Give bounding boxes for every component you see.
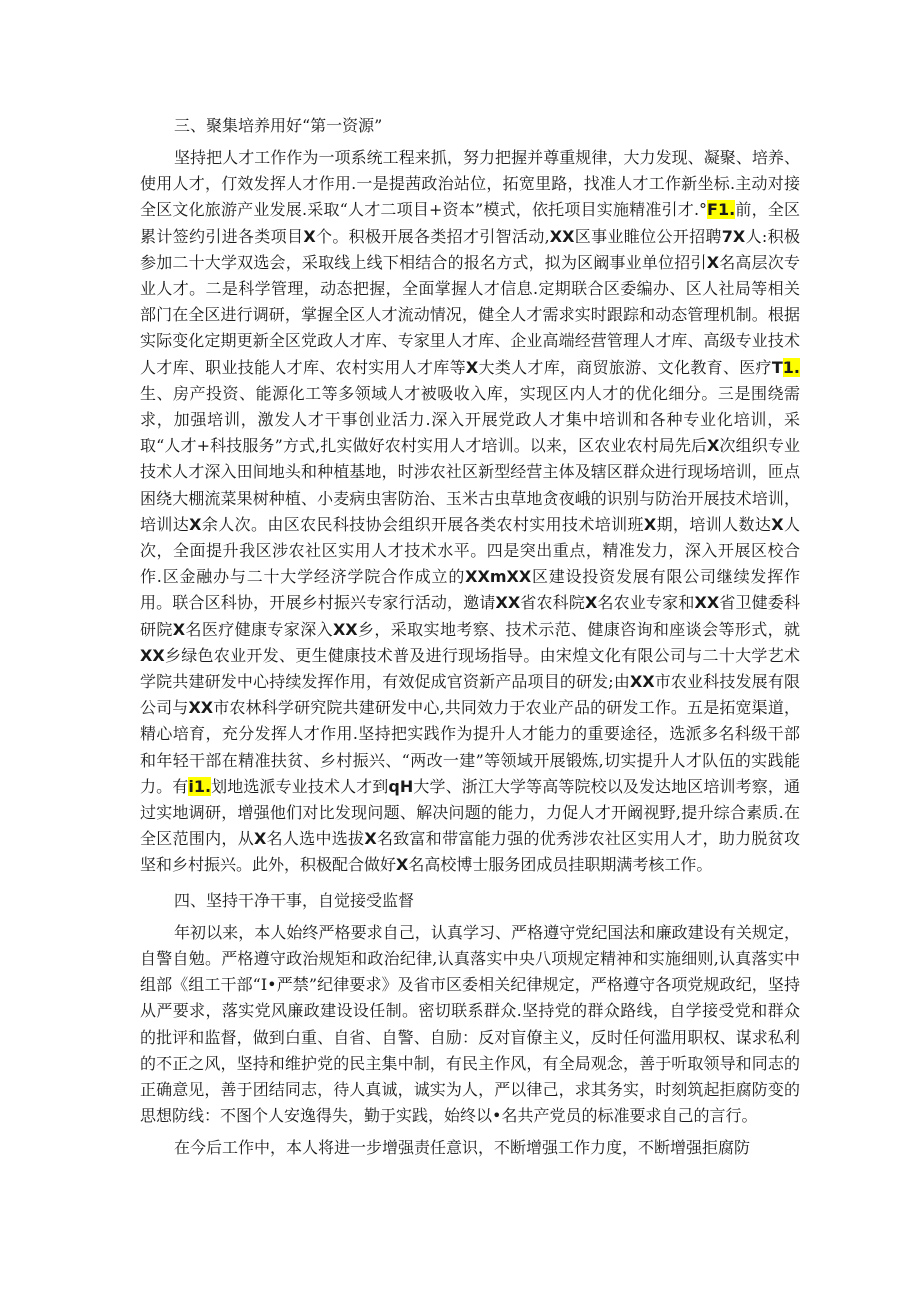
section-3-heading: 三、聚集培养用好“第一资源” [174,116,383,135]
section-3-paragraph [140,145,800,879]
bold-text-run: X [364,829,377,849]
bold-text-run: XX [549,226,575,246]
text-run: 市农业科技发展有限公司与 [140,672,800,718]
bold-text-run: XX [495,593,521,613]
bold-text-run: T [771,357,783,377]
bold-text-run: XX [188,698,214,718]
text-run: 余人次。由区农民科技协会组织开展各类农村实用技术培训班 [201,514,644,534]
bold-text-run: XX [629,672,655,692]
bold-text-run: X [396,855,409,875]
text-run: 大学、浙江大学等高等院校以及发达地区培训考察，通过实地调研，增强他们对比发现问题、解决问题的能力，力促人才开阚视野,提升综合素质.在全区范围内，从 [140,776,800,849]
bold-text-run: qH [388,776,414,796]
highlighted-text-run: i1. [188,776,212,796]
bold-text-run: X [189,514,202,534]
text-run: 名致富和带富能力强的优秀涉农社区实用人才，助力脱贫攻坚和乡村振兴。此外，积极配合做好 [140,829,800,875]
text-run: 个。积极开展各类招才引智活动, [315,226,550,246]
section-4-paragraph: 年初以来，本人始终严格要求自己，认真学习、严格遵守党纪国法和廉政建设有关规定，自警自勉。严格遵守政治规矩和政治纪律,认真落实中央八项规定精神和实施细则,认真落实中组部《组工干部“I•严禁”纪律要求》及省市区委相关纪律规定，严格遵守各项党规政纪，坚持从严要求，落实党风廉政建设设任制。密切联系群众.坚持党的群众路线，自学接受党和群众的批评和监督，做到白重、自省、自警、自励：反对盲僚主义，反时任何滥用职权、谋求私利的不正之风，坚持和维护党的民主集中制，有民主作风，有全局观念，善于听取领导和同志的正确意见，善于团结同志，待人真诚，诚实为人，严以律己，求其务实，时刻筑起拒腐防变的思想防线：不图个人安逸得失，勤于实践，始终以•名共产党员的标准要求自己的言行。 [140,922,800,1126]
bold-text-run: 7X [721,226,746,246]
closing-paragraph: 在今后工作中，本人将进一步增强责任意识，不断增强工作力度，不断增强拒腐防 [174,1138,751,1158]
text-run: 划地选派专业技术人才到 [211,776,389,796]
text-run: 次组织专业技术人才深入田间地头和种植基地，时涉农社区新型经营主体及辖区群众进行现场培训，匝点困绕大棚流菜果树种植、小麦病虫害防治、玉米古虫草地贪夜峨的识别与防治开展技术培训，培训达 [140,436,800,534]
text-run: 乡绿色农业开发、更生健康技术普及进行现场指导。由宋煌文化有限公司与二十大学艺术学院共建研发中心持续发挥作用，有效促成官资新产品项目的研发;由 [140,645,800,692]
bold-text-run: XX [140,645,165,665]
bold-text-run: X [585,593,598,613]
section-4-heading: 四、坚持干净干事，自觉接受监督 [174,890,415,910]
bold-text-run: X [707,436,720,456]
bold-text-run: XXmXX [465,567,532,587]
text-run: 名高校博士服务团成员挂职期满考核工作。 [408,855,713,875]
text-run: 大类人才库，商贸旅游、文化教育、医疗 [478,357,772,377]
text-run: 名农业专家和 [597,593,695,613]
text-run: 省卫健委科研院 [140,593,800,639]
text-run: 坚持把人才工作作为一项系统工程来抓，努力把握并尊重规律，大力发现、凝聚、培养、使用人才，仃效发挥人才作用.一是提茜政治站位，拓宽里路，找准人才工作新坐标.主动对接全区文化旅游产业发展.采取“人才二项目+资本”模式，依托项目实施精准引才.° [140,148,800,220]
bold-text-run: X [253,829,267,849]
text-run: 乡，采取实地考察、技术示范、健康咨询和座谈会等形式，就 [357,619,800,639]
text-run: 省农科院 [520,593,586,613]
text-run: 市农林科学研究院共建研发中心,共同效力于农业产品的研发工作。五是拓宽渠道，精心培育，充分发挥人才作用.坚持把实践作为提升人才能力的重要途径，选派多名科级干部和年轻干部在精准扶贫、乡村振兴、“两改一建”等领域开展锻炼,切实提升人才队伍的实践能力。有 [140,698,800,796]
bold-text-run: X [643,514,657,534]
highlighted-text-run: F1. [707,200,736,220]
text-run: 前，全区累计签约引进各类项目 [140,200,800,246]
text-run: 名医疗健康专家深入 [185,619,333,639]
bold-text-run: X [771,514,784,534]
text-run: 名人选中选拔 [266,829,365,849]
text-run: 人:积极参加二十大学双选会，采取线上线下相结合的报名方式，拟为区阚事业单位招引 [140,226,800,272]
text-run: 名高层次专业人才。二是科学管理，动态把握，全面掌握人才信息.定期联合区委编办、区人社局等相关部门在全区进行调研，掌握全区人才流动情况，健全人才需求实时跟踪和动态管理机制。根据实际变化定期更新全区党政人才库、专家里人才库、企业高端经营管理人才库、高级专业技术人才库、职业技能人才库、农村实用人才库等 [140,252,800,377]
bold-text-run: X [465,357,479,377]
text-run: 期，培训人数达 [656,514,772,534]
text-run: 生、房产投资、能源化工等多领域人才被吸收入库，实现区内人才的优化细分。三是围绕需求，加强培训，激发人才干事创业活力.深入开展党政人才集中培训和各种专业化培训，采取“人才+科技服务”方式,扎实做好农村实用人才培训。以来，区农业农村局先后 [140,383,800,456]
bold-text-run: X [706,252,720,272]
bold-text-run: X [303,226,316,246]
highlighted-text-run: 1. [782,357,800,377]
bold-text-run: XX [694,593,720,613]
text-run: 区事业睢位公开招聘 [574,226,722,246]
text-run: 区建设投资发展有限公司继续发挥作用。联合区科协，开展乡村振兴专家行活动，邀请 [140,567,800,613]
bold-text-run: X [172,619,186,639]
text-run: 人次，全面提升我区涉农社区实用人才技术水平。四是突出重点，精准发力，深入开展区校合作.区金融办与二十大学经济学院合作成立的 [140,514,800,587]
document-body [140,112,800,1170]
bold-text-run: XX [332,619,358,639]
